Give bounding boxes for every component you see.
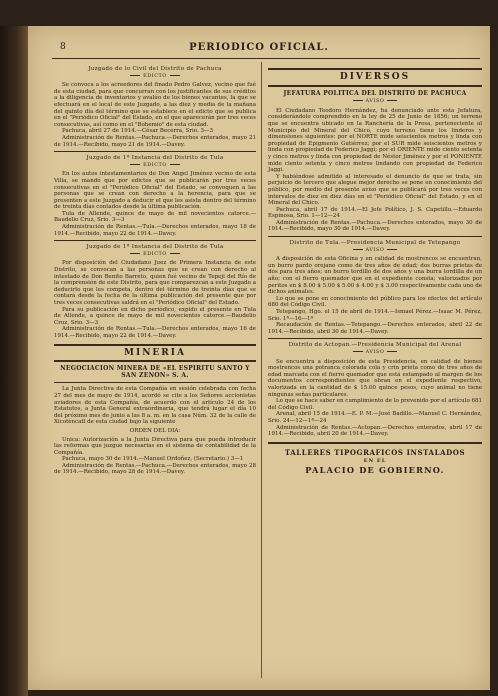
paragraph: Tula de Allende, quince de mayo de mil novecientos catorce.—Baudelio Cruz, Srio. 3—3 xyxy=(54,210,256,224)
section-title-mineria: MINERIA xyxy=(124,347,186,358)
paragraph: Administración de Rentas.—Actopan.—Derechos enterados, abril 17 de 1914.—Recibido, abril 20 de 1914.—Davey. xyxy=(268,424,482,438)
section-title-diversos: DIVERSOS xyxy=(339,72,411,82)
page-number: 8 xyxy=(60,42,67,52)
paragraph: Se encuentra a disposición de esta Presidencia, en calidad de bienes mostrencos una potranca colorada cola y crin prieta como de tres años de edad marcada con el fierro quemador que está estampado al margen de los documentos correspondientes que obran en el expediente respectivo, valorizada en la cantidad de $ 15.00 quince pesos, cuyo animal no tiene ningunas señas particulares. xyxy=(268,358,482,398)
order-of-day: ORDEN DEL DIA: xyxy=(129,427,181,434)
section-heading: Juzgado de 1ª Instancia del Distrito de Tula xyxy=(86,155,224,162)
rule xyxy=(54,240,256,241)
double-rule xyxy=(54,360,256,362)
paragraph: Administración de Rentas.—Tula.—Derechos enterados, mayo 16 de 1914.—Recibido, mayo 22 de 1914.—Davey. xyxy=(54,326,256,339)
paragraph: Se convoca a los acreedores del finado Pedro Galvez, vecino que fué de esta ciudad, para que concurran con los justificantes de sus créditos a la diligencia de inventarios y avalúo de los bienes vacantes, la que se efectuará en el local de este Juzgado, a las diez y media de la mañana del quinto día del término que se establece en el edicto que se publica en el "Periódico Oficial" del Estado, en el que aparecerán por tres veces consecutivas, así como en el "Bohemio" de esta ciudad. xyxy=(54,82,256,128)
paragraph: Lo que se hace saber en cumplimiento de lo prevenido por el artículo 681 del Código Civil. xyxy=(268,398,483,411)
printer-imprint xyxy=(268,448,482,475)
company-heading: NEGOCIACION MINERA DE «EL ESPIRITU SANTO Y SAN ZENON» S. A. xyxy=(60,365,250,379)
paragraph: Administración de Rentas.—Tula.—Derechos enterados, mayo 18 de 1914.—Recibido, mayo 22 de 1914.—Davey. xyxy=(54,224,256,237)
column-divider xyxy=(261,62,262,678)
imprint-line: PALACIO DE GOBIERNO. xyxy=(305,464,445,475)
paragraph: Administración de Rentas.—Pachuca.—Derechos enterados, mayo 21 de 1914.—Recibido, mayo 21 de 1914.—Davey. xyxy=(54,134,256,148)
double-rule xyxy=(54,344,256,346)
imprint-line: TALLERES TIPOGRAFICOS INSTALADOS xyxy=(284,447,466,457)
section-heading: JEFATURA POLITICA DEL DISTRITO DE PACHUCA xyxy=(283,89,467,97)
newspaper-page xyxy=(28,26,490,690)
section-subheading: EDICTO xyxy=(54,74,256,81)
right-column xyxy=(268,64,482,475)
paragraph: A disposición de esta Oficina y en calidad de mostrencos se encuentran, un burro pardo orejano como de tres años de edad; dos burras prietas de dos para tres años; un burro tordillo de dos años y una burra tordilla de un año; con el fierro quemador que en el expediente consta; valorizados por peritos en $ 8.00 $ 5.00 $ 5.00 $ 4.00 y $ 3.00 respectivamente cada uno de dichos animales. xyxy=(268,256,482,296)
double-rule xyxy=(268,85,482,87)
double-rule xyxy=(268,442,482,444)
rule xyxy=(54,151,256,152)
paragraph: El Ciudadano Teodoro Hernández, ha denunciado ante esta Jefatura, considerándolo comprendido en la ley de 25 de Junio de 1856; un terreno que se encuentra ubicado en la Ranchería de la Presa, perteneciente al Municipio del Mineral del Chico, cuyo terreno tiene los linderos y dimensiones siguientes: por el NORTE mide seiscientos metros y linda con propiedad de Epigmenio Gutiérrez; por el SUR mide seiscientos metros y linda con propiedad de Federico Jaggi; por el ORIENTE mide ciento setenta y cinco metros y linda con propiedad de Néstor Jiménez y por el PONIENTE mide ciento setenta y cinco metros lindando con propiedad de Federico Jaggi. xyxy=(268,107,482,174)
rule xyxy=(268,236,482,237)
section-subheading: EDICTO xyxy=(54,252,256,259)
rule xyxy=(268,338,482,339)
section-heading: Juzgado de lo Civil del Distrito de Pachuca xyxy=(88,66,222,72)
paragraph: Pachuca, abril 27 de 1914.—César Becerra, Srio. 3—3 xyxy=(62,128,213,135)
paragraph: Lo que se pone en conocimiento del público para los efectos del artículo 680 del Código Civil. xyxy=(268,295,482,309)
rule xyxy=(54,382,256,383)
paragraph: Administración de Rentas.—Pachuca.—Derechos enterados, mayo 28 de 1914.—Recibido, mayo 28 de 1914.—Davey. xyxy=(54,462,256,476)
paragraph: La Junta Directiva de esta Compañía en sesión celebrada con fecha 27 del mes de mayo de 1914, acordó se cite a los Señores accionistas aviadores de esta Compañía, de acuerdo con el artículo 24 de los Estatutos, a Junta General extraordinaria, que tendrá lugar el día 10 del próximo mes de junio a las 8 a. m. en la casa Núm. 32 de la calle de Xicoténcatl de esta ciudad bajo la siguiente xyxy=(54,386,256,426)
paragraph: Pachuca, mayo 30 de 1914.—Manuel Ordoñez, (Secretario.) 3—1 xyxy=(62,456,244,463)
paragraph: Recaudación de Rentas.—Tetepango.—Derechos enterados, abril 22 de 1914.—Recibido, abril 30 de 1914.—Davey. xyxy=(268,322,482,335)
paragraph: Administración de Rentas.—Pachuca.—Derechos enterados, mayo 30 de 1914.—Recibido, mayo 30 de 1914.—Davey. xyxy=(268,219,482,233)
section-subheading: EDICTO xyxy=(54,163,256,170)
section-heading: Distrito de Tula.—Presidencia Municipal de Tetepango xyxy=(289,240,461,247)
paragraph: Pachuca, abril 17 de 1914.—El Jefe Político, J. S. Capetillo.—Eduardo Espinosa, Srio. 1—12—24 xyxy=(268,206,482,220)
double-rule xyxy=(268,68,482,70)
page-header xyxy=(28,40,490,58)
paragraph: Por disposición del Ciudadano Juez de Primera Instancia de este Distrito, se convocan a las personas que se crean con derecho al intestado de Don Benito Barreto, quien fué vecino de Tepeji del Río de la comprensión de este Distrito, para que comparezcan a este Juzgado a deducirlo que les competa, dentro del término de treinta días que se contará desde la fecha de la última publicación del presente que por tres veces consecutivas saldrá en el "Periódico Oficial" del Estado. xyxy=(54,260,256,306)
paragraph: Tetepango, Hgo. el 15 de abril de 1914.—Ismael Pérez.—Isaac M. Pérez, Srio. 1ª—16—1ª xyxy=(268,309,482,322)
section-heading: Juzgado de 1ª Instancia del Distrito de Tula xyxy=(86,244,224,251)
section-subheading: AVISO xyxy=(268,99,482,106)
section-heading: Distrito de Actopan.—Presidencia Municipal del Arenal xyxy=(288,342,462,349)
paragraph: Y habiéndose admitido al interesado el denuncio de que se trata, sin perjuicio de tercero que alegue mejor derecho se pone en conocimiento del público, por medio del presente aviso que se publicará por tres veces con intervalos de diez en diez días en el "Periódico Oficial" del Estado, y en el Mineral del Chico. xyxy=(268,173,482,207)
section-subheading: AVISO xyxy=(268,350,482,357)
section-subheading: AVISO xyxy=(268,248,482,255)
paragraph: En los autos intestamentarios de Don Angel Jiménez vecino de esta Villa, se mandó que por edictos que se publicarán por tres veces consecutivas en el "Periódico Oficial" del Estado, se convoquen a las personas que se crean con derecho a la herencia, para que se presenten a este Juzgado a deducir el que les asista dentro del término de treinta días contados desde la última publicación. xyxy=(54,171,256,211)
paragraph: Para su publicación en dicho periódico, expido el presente en Tula de Allende, a quince de mayo de mil novecientos catorce.—Baudelio Cruz, Srio. 3—3 xyxy=(54,306,256,326)
paragraph: Arenal, abril 15 de 1914.—E. P. M.—José Badillo.—Manuel C. Hernández, Srio. 24—12—1ª—24 xyxy=(268,411,482,424)
book-spine xyxy=(0,26,28,696)
imprint-line: EN EL xyxy=(363,457,387,464)
left-column xyxy=(54,64,256,476)
header-rule xyxy=(52,58,480,59)
paragraph: Unica: Autorización a la Junta Directiva para que pueda introducir las reformas que juzgue necesarias en el sistema de contabilidad de la Compañía. xyxy=(54,436,256,456)
newspaper-title: PERIODICO OFICIAL. xyxy=(189,42,329,53)
